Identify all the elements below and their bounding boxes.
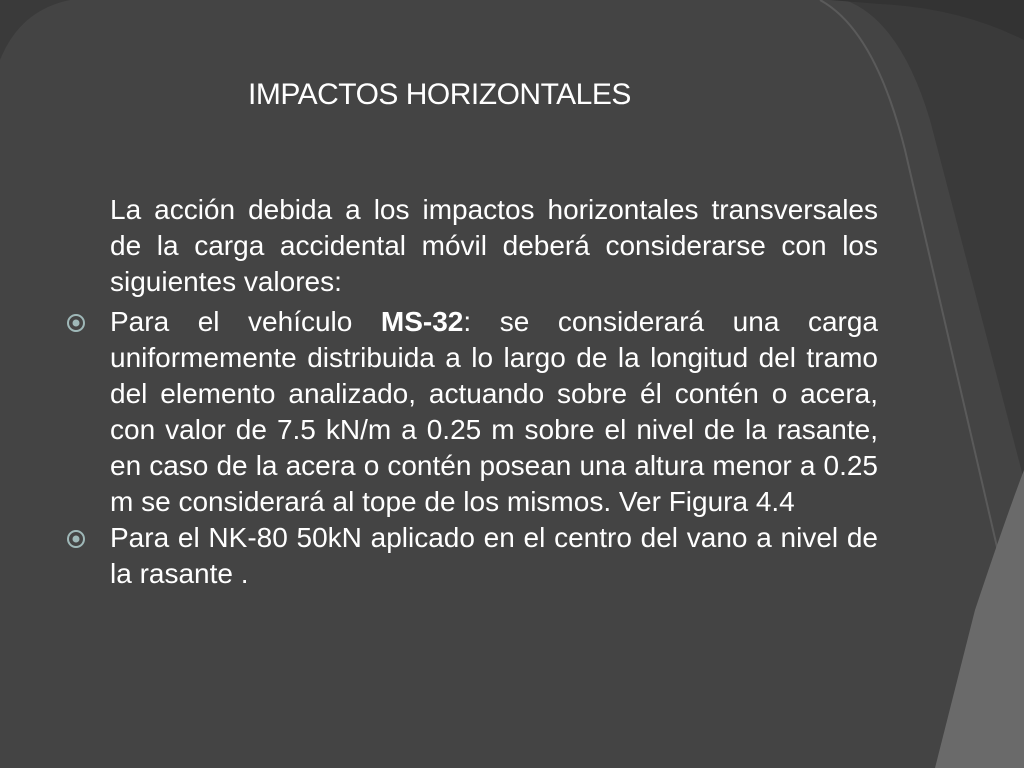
vehicle-code: MS-32 (380, 306, 464, 337)
bullet-item-ms32 (110, 304, 878, 520)
bullet-text-start: Para el vehículo (110, 306, 381, 337)
slide-title: IMPACTOS HORIZONTALES (248, 78, 631, 111)
slide-body (110, 192, 878, 592)
bullet-text-rest: : se considerará una carga uniformemente distribuida a lo largo de la longitud del tramo del elemento analizado, actuando sobre él contén o acera, con valor de 7.5 kN/m a 0.25 m sobre el nivel de la rasante, en caso de la acera o contén posean una altura menor a 0.25 m se considerará al tope de los mismos. Ver Figura 4.4 (110, 306, 878, 517)
target-bullet-icon (66, 313, 86, 333)
target-bullet-icon (66, 529, 86, 549)
bullet-text: Para el NK-80 50kN aplicado en el centro del vano a nivel de la rasante . (110, 522, 878, 589)
intro-paragraph: La acción debida a los impactos horizontales transversales de la carga accidental móvil deberá considerarse con los siguientes valores: (110, 194, 878, 297)
bullet-item-nk80 (110, 520, 878, 592)
